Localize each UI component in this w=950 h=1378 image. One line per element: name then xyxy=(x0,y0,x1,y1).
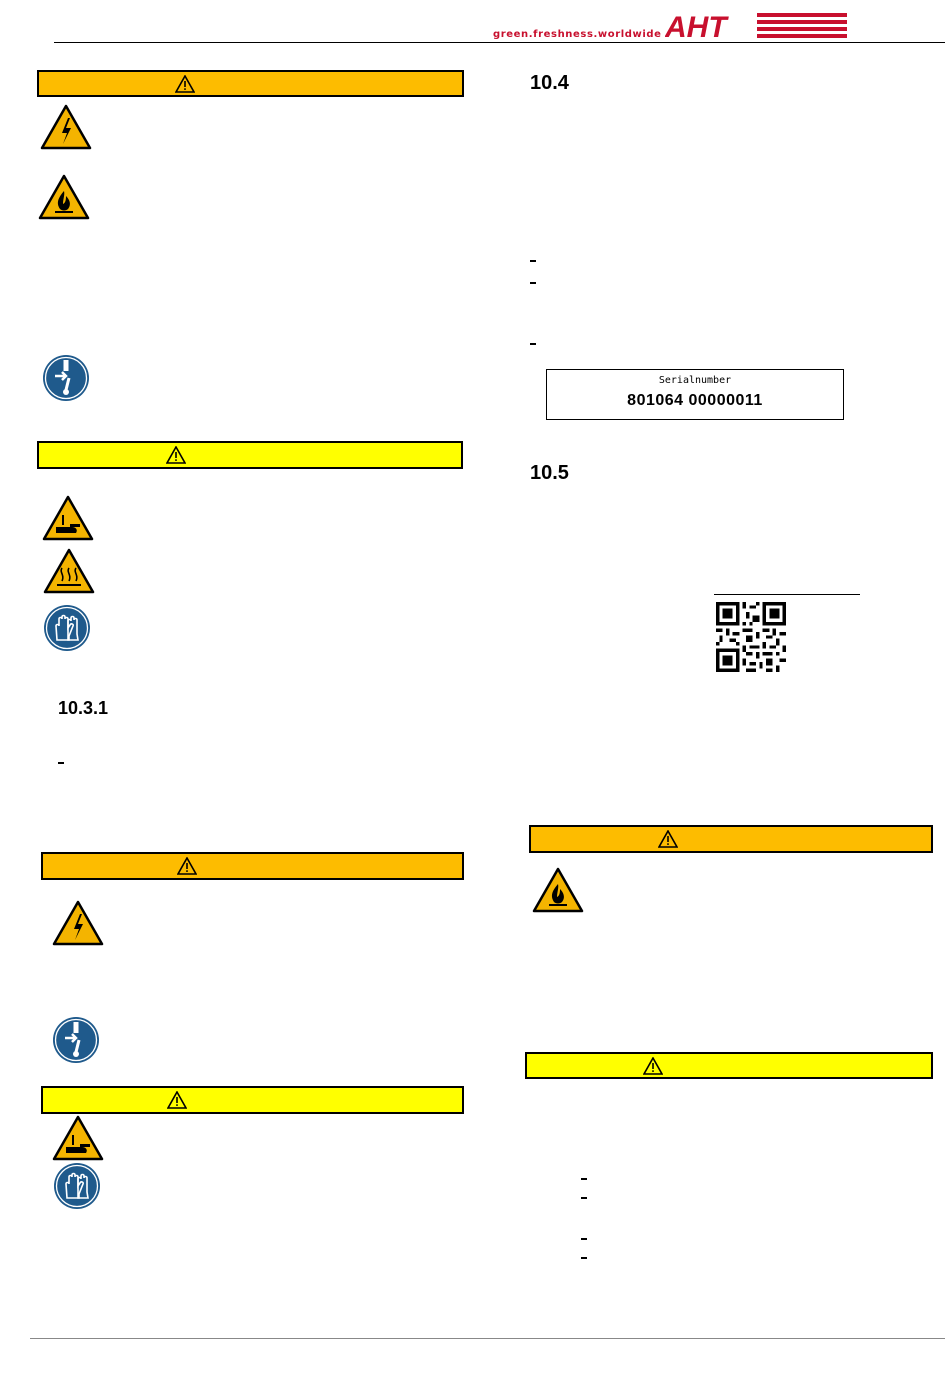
disconnect-mains-icon xyxy=(52,1016,100,1064)
caution-bar-1 xyxy=(37,441,463,469)
section-heading-10-3-1: 10.3.1 xyxy=(58,698,109,718)
qr-link-rule xyxy=(714,594,860,595)
warning-triangle-icon xyxy=(175,75,195,93)
footer-rule xyxy=(30,1338,945,1339)
hot-surface-icon xyxy=(43,548,95,594)
list-dash xyxy=(581,1178,587,1180)
warning-triangle-icon xyxy=(166,446,186,464)
serial-number-caption: Serialnumber xyxy=(658,375,732,386)
serial-number-label-box xyxy=(546,369,844,420)
warning-triangle-icon xyxy=(658,830,678,848)
warning-triangle-icon xyxy=(177,857,197,875)
list-dash xyxy=(530,282,536,284)
electrical-hazard-icon xyxy=(40,104,92,150)
danger-bar-3 xyxy=(529,825,933,853)
caution-bar-3 xyxy=(525,1052,933,1079)
qr-code-icon[interactable] xyxy=(716,602,786,672)
list-dash xyxy=(581,1238,587,1240)
flammable-hazard-icon xyxy=(532,867,584,913)
section-heading-10-4: 10.4 xyxy=(530,72,569,94)
flammable-hazard-icon xyxy=(38,174,90,220)
hand-crush-hazard-icon xyxy=(42,495,94,541)
serial-number-value: 801064 00000011 xyxy=(627,392,763,409)
aht-logo xyxy=(665,10,847,40)
hand-crush-hazard-icon xyxy=(52,1115,104,1161)
warning-triangle-icon xyxy=(643,1057,663,1075)
brand-tagline: green.freshness.worldwide xyxy=(493,29,662,40)
wear-gloves-icon xyxy=(53,1162,101,1210)
warning-triangle-icon xyxy=(167,1091,187,1109)
svg-text:AHT: AHT xyxy=(665,11,727,40)
caution-bar-2 xyxy=(41,1086,464,1114)
list-dash xyxy=(530,343,536,345)
wear-gloves-icon xyxy=(43,604,91,652)
list-dash xyxy=(581,1197,587,1199)
danger-bar-2 xyxy=(41,852,464,880)
list-dash xyxy=(58,762,64,764)
section-heading-10-5: 10.5 xyxy=(530,462,569,484)
list-dash xyxy=(530,260,536,262)
electrical-hazard-icon xyxy=(52,900,104,946)
list-dash xyxy=(581,1257,587,1259)
danger-bar-1 xyxy=(37,70,464,97)
header-rule xyxy=(54,42,945,43)
disconnect-mains-icon xyxy=(42,354,90,402)
